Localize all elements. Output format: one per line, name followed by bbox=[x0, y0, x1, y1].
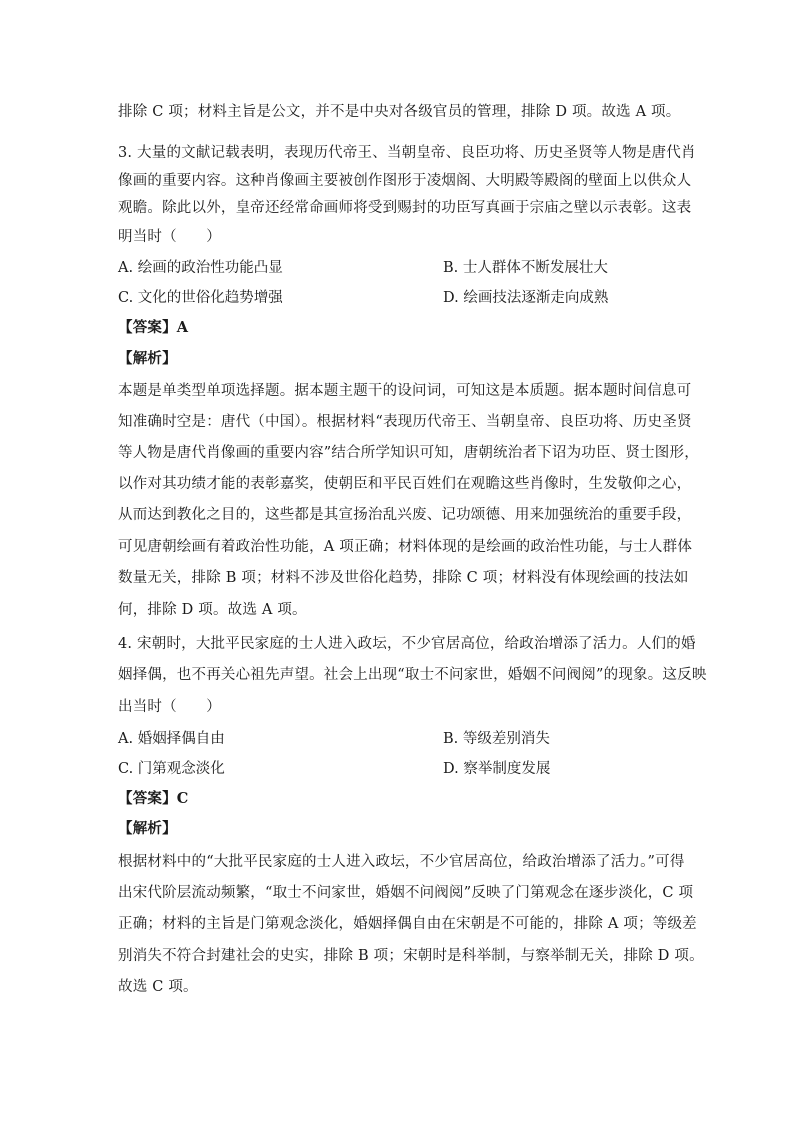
q3-option-b: B. 士人群体不断发展壮大 bbox=[443, 260, 608, 276]
q3-stem-line: 3. 大量的文献记载表明，表现历代帝王、当朝皇帝、良臣功将、历史圣贤等人物是唐代肖 bbox=[118, 145, 696, 161]
q4-answer: 【答案】C bbox=[118, 790, 189, 807]
q4-analysis-line: 根据材料中的“大批平民家庭的士人进入政坛，不少官居高位，给政治增添了活力。”可得 bbox=[118, 854, 685, 870]
q3-analysis-title: 【解析】 bbox=[118, 350, 177, 367]
q4-option-b: B. 等级差别消失 bbox=[443, 731, 550, 747]
q3-analysis-line: 可见唐朝绘画有着政治性功能，A 项正确；材料体现的是绘画的政治性功能，与士人群体 bbox=[118, 539, 693, 555]
q4-analysis-line: 正确；材料的主旨是门第观念淡化，婚姻择偶自由在宋朝是不可能的，排除 A 项；等级差 bbox=[118, 916, 697, 932]
q4-stem-line: 姻择偶，也不再关心祖先声望。社会上出现“取士不问家世，婚姻不问阀阅”的现象。这反映 bbox=[118, 667, 707, 683]
q4-analysis-line: 出宋代阶层流动频繁，“取士不问家世，婚姻不问阀阅”反映了门第观念在逐步淡化，C 项 bbox=[118, 885, 694, 901]
q4-option-d: D. 察举制度发展 bbox=[443, 761, 551, 777]
q4-option-c: C. 门第观念淡化 bbox=[118, 761, 225, 777]
q3-option-a: A. 绘画的政治性功能凸显 bbox=[118, 260, 283, 276]
q3-analysis-line: 以作对其功绩才能的表彰嘉奖，使朝臣和平民百姓们在观瞻这些肖像时，生发敬仰之心， bbox=[118, 476, 692, 492]
q3-analysis-line: 等人物是唐代肖像画的重要内容”结合所学知识可知，唐朝统治者下诏为功臣、贤士图形， bbox=[118, 445, 699, 461]
q4-analysis-line: 别消失不符合封建社会的史实，排除 B 项；宋朝时是科举制，与察举制无关，排除 D 项。 bbox=[118, 948, 704, 964]
intro-line: 排除 C 项；材料主旨是公文，并不是中央对各级官员的管理，排除 D 项。故选 A 项。 bbox=[118, 104, 681, 120]
q3-analysis-line: 数量无关，排除 B 项；材料不涉及世俗化趋势，排除 C 项；材料没有体现绘画的技法如 bbox=[118, 570, 689, 586]
q3-stem-line: 观瞻。除此以外，皇帝还经常命画师将受到赐封的功臣写真画于宗庙之壁以示表彰。这表 bbox=[118, 200, 692, 216]
q4-option-a: A. 婚姻择偶自由 bbox=[118, 731, 225, 747]
q4-analysis-line: 故选 C 项。 bbox=[118, 979, 198, 995]
q3-stem-line: 明当时（ ） bbox=[118, 229, 221, 245]
q3-option-c: C. 文化的世俗化趋势增强 bbox=[118, 290, 283, 306]
q3-option-d: D. 绘画技法逐渐走向成熟 bbox=[443, 290, 609, 306]
q3-analysis-line: 从而达到教化之目的，这些都是其宣扬治乱兴废、记功颂德、用来加强统治的重要手段， bbox=[118, 507, 692, 523]
q3-stem-line: 像画的重要内容。这种肖像画主要被创作图形于凌烟阁、大明殿等殿阁的壁面上以供众人 bbox=[118, 173, 692, 189]
q3-answer: 【答案】A bbox=[118, 319, 189, 336]
q4-analysis-title: 【解析】 bbox=[118, 820, 177, 837]
q3-analysis-line: 本题是单类型单项选择题。据本题主题干的设问词，可知这是本质题。据本题时间信息可 bbox=[118, 383, 692, 399]
q4-stem-line: 出当时（ ） bbox=[118, 699, 221, 715]
q4-stem-line: 4. 宋朝时，大批平民家庭的士人进入政坛，不少官居高位，给政治增添了活力。人们的婚 bbox=[118, 636, 696, 652]
q3-analysis-line: 知准确时空是：唐代（中国）。根据材料“表现历代帝王、当朝皇帝、良臣功将、历史圣贤 bbox=[118, 414, 692, 430]
q3-analysis-line: 何，排除 D 项。故选 A 项。 bbox=[118, 602, 307, 618]
